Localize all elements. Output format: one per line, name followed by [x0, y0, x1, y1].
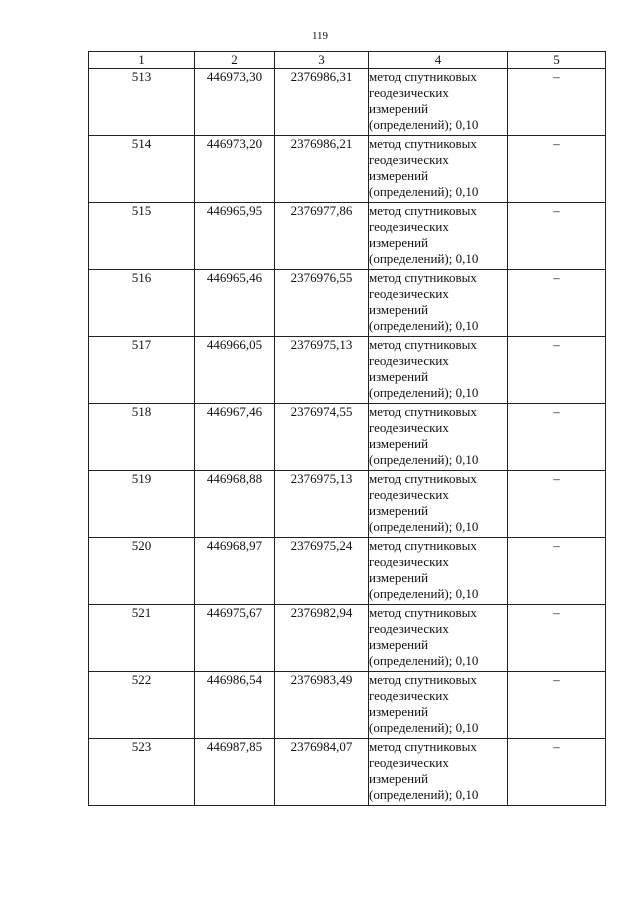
method-cell: метод спутниковых геодезических измерений (определений); 0,10: [369, 69, 508, 136]
coord-x: 446967,46: [195, 404, 275, 471]
table-row: [89, 672, 606, 739]
method-cell: метод спутниковых геодезических измерений (определений); 0,10: [369, 203, 508, 270]
table-row: [89, 69, 606, 136]
coord-y: 2376975,13: [275, 337, 369, 404]
method-cell: метод спутниковых геодезических измерений (определений); 0,10: [369, 739, 508, 806]
note-cell: –: [508, 739, 606, 806]
coord-y: 2376982,94: [275, 605, 369, 672]
point-number: 515: [89, 203, 195, 270]
coord-x: 446968,88: [195, 471, 275, 538]
coord-x: 446965,95: [195, 203, 275, 270]
point-number: 518: [89, 404, 195, 471]
header-col-3: 3: [275, 52, 369, 69]
coord-x: 446973,20: [195, 136, 275, 203]
point-number: 521: [89, 605, 195, 672]
coord-y: 2376986,31: [275, 69, 369, 136]
note-cell: –: [508, 538, 606, 605]
note-cell: –: [508, 270, 606, 337]
header-col-2: 2: [195, 52, 275, 69]
coord-y: 2376983,49: [275, 672, 369, 739]
point-number: 516: [89, 270, 195, 337]
table-row: [89, 605, 606, 672]
coord-y: 2376974,55: [275, 404, 369, 471]
method-cell: метод спутниковых геодезических измерений (определений); 0,10: [369, 471, 508, 538]
table-row: [89, 538, 606, 605]
coord-x: 446965,46: [195, 270, 275, 337]
coord-x: 446986,54: [195, 672, 275, 739]
method-cell: метод спутниковых геодезических измерений (определений); 0,10: [369, 538, 508, 605]
coord-y: 2376975,13: [275, 471, 369, 538]
coord-x: 446968,97: [195, 538, 275, 605]
page-number: 119: [311, 30, 329, 42]
header-col-1: 1: [89, 52, 195, 69]
coord-x: 446973,30: [195, 69, 275, 136]
coord-y: 2376984,07: [275, 739, 369, 806]
coordinates-table: [88, 51, 606, 806]
point-number: 513: [89, 69, 195, 136]
header-col-5: 5: [508, 52, 606, 69]
method-cell: метод спутниковых геодезических измерений (определений); 0,10: [369, 136, 508, 203]
point-number: 514: [89, 136, 195, 203]
table-row: [89, 136, 606, 203]
method-cell: метод спутниковых геодезических измерений (определений); 0,10: [369, 270, 508, 337]
header-col-4: 4: [369, 52, 508, 69]
point-number: 520: [89, 538, 195, 605]
coord-y: 2376977,86: [275, 203, 369, 270]
point-number: 517: [89, 337, 195, 404]
note-cell: –: [508, 672, 606, 739]
note-cell: –: [508, 136, 606, 203]
coord-y: 2376976,55: [275, 270, 369, 337]
table-row: [89, 471, 606, 538]
table-header-row: [89, 52, 606, 69]
method-cell: метод спутниковых геодезических измерений (определений); 0,10: [369, 337, 508, 404]
table-row: [89, 404, 606, 471]
coord-y: 2376986,21: [275, 136, 369, 203]
coord-x: 446987,85: [195, 739, 275, 806]
point-number: 519: [89, 471, 195, 538]
coord-x: 446975,67: [195, 605, 275, 672]
method-cell: метод спутниковых геодезических измерений (определений); 0,10: [369, 605, 508, 672]
coord-x: 446966,05: [195, 337, 275, 404]
note-cell: –: [508, 337, 606, 404]
point-number: 523: [89, 739, 195, 806]
note-cell: –: [508, 203, 606, 270]
table-row: [89, 739, 606, 806]
note-cell: –: [508, 605, 606, 672]
note-cell: –: [508, 404, 606, 471]
table-row: [89, 337, 606, 404]
table-row: [89, 270, 606, 337]
note-cell: –: [508, 471, 606, 538]
note-cell: –: [508, 69, 606, 136]
point-number: 522: [89, 672, 195, 739]
coord-y: 2376975,24: [275, 538, 369, 605]
table-row: [89, 203, 606, 270]
method-cell: метод спутниковых геодезических измерений (определений); 0,10: [369, 404, 508, 471]
method-cell: метод спутниковых геодезических измерений (определений); 0,10: [369, 672, 508, 739]
